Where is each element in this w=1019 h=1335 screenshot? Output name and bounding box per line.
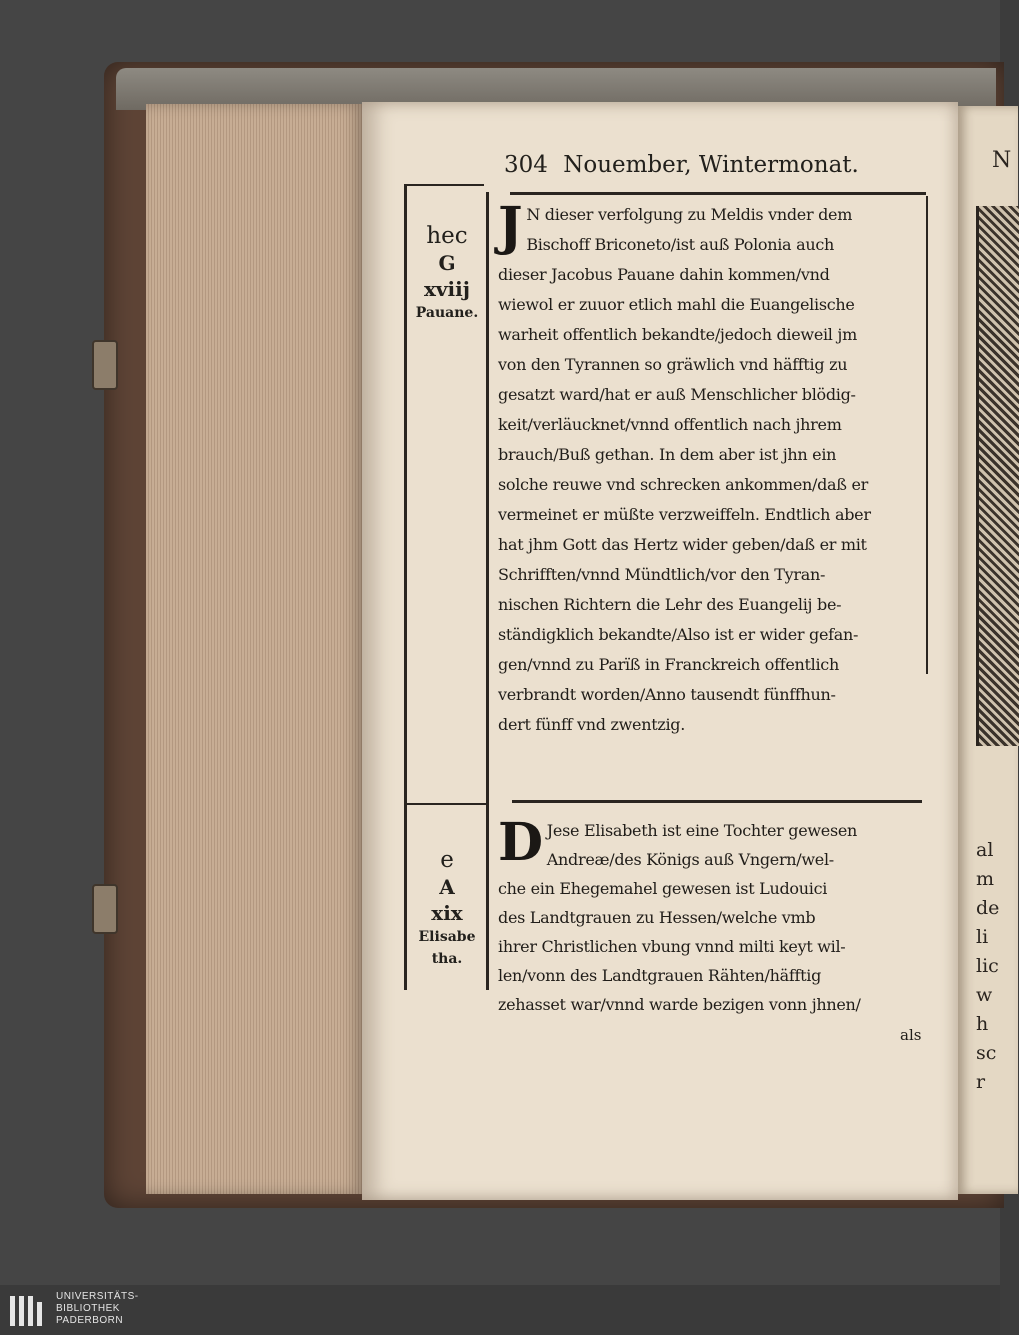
drop-initial: D	[498, 812, 543, 873]
text-line: warheit offentlich bekandte/jedoch dieweil jm	[498, 325, 857, 344]
text-line: gen/vnnd zu Parïß in Franckreich offentlich	[498, 655, 839, 674]
text-line: hat jhm Gott das Hertz wider geben/daß er mit	[498, 535, 867, 554]
facing-page-fragment: li	[976, 926, 989, 948]
text-line: gesatzt ward/hat er auß Menschlicher blödig-	[498, 385, 856, 404]
margin-frame-divider	[404, 803, 486, 805]
text-line: wiewol er zuuor etlich mahl die Euangelische	[498, 295, 855, 314]
margin-note-line: xviij	[424, 277, 470, 301]
text-line: che ein Ehegemahel gewesen ist Ludouici	[498, 879, 828, 898]
margin-note-line: e	[440, 847, 454, 873]
lower-clasp	[92, 884, 118, 934]
margin-note-line: Pauane.	[415, 305, 479, 321]
margin-frame-top	[404, 184, 484, 186]
text-line: dieser Jacobus Pauane dahin kommen/vnd	[498, 265, 830, 284]
text-line: dert fünff vnd zwentzig.	[498, 715, 686, 734]
text-line: des Landtgrauen zu Hessen/welche vmb	[498, 908, 816, 927]
margin-frame-right	[486, 192, 489, 990]
margin-note-elisabetha	[408, 846, 486, 970]
margin-note-line: xix	[431, 901, 463, 925]
margin-note-line: G	[438, 251, 456, 275]
text-block-pauane	[498, 196, 934, 740]
text-line: keit/verläucknet/vnnd offentlich nach jhrem	[498, 415, 842, 434]
facing-page-fragment: r	[976, 1071, 986, 1093]
margin-frame-left	[404, 184, 407, 990]
text-block-elisabeth	[498, 812, 934, 1019]
facing-page-woodcut	[976, 206, 1019, 746]
facing-page-fragment: al	[976, 839, 994, 861]
facing-page-fragment: h	[976, 1013, 989, 1035]
page-number: 304	[504, 152, 548, 178]
drop-initial: J	[498, 196, 523, 257]
text-line: ständigklich bekandte/Also ist er wider gefan-	[498, 625, 859, 644]
library-footer	[0, 1285, 1000, 1335]
facing-page-fragment: w	[976, 984, 993, 1006]
running-title: Nouember, Wintermonat.	[563, 152, 859, 178]
text-line: brauch/Buß gethan. In dem aber ist jhn ein	[498, 445, 837, 464]
facing-page-edge	[958, 106, 1018, 1194]
margin-note-line: A	[439, 875, 455, 899]
margin-note-line: hec	[426, 223, 468, 249]
margin-note-pauane	[408, 222, 486, 324]
library-logo-icon	[8, 1292, 46, 1330]
margin-note-line: tha.	[431, 951, 463, 967]
facing-page-fragment: m	[976, 868, 995, 890]
section-divider-rule	[512, 800, 922, 803]
library-logo-line: PADERBORN	[56, 1315, 124, 1326]
header-rule	[510, 192, 926, 195]
library-logo-text	[56, 1291, 139, 1327]
text-line: len/vonn des Landtgrauen Rähten/häfftig	[498, 966, 822, 985]
text-line: Schrifften/vnnd Mündtlich/vor den Tyran-	[498, 565, 826, 584]
text-line: nischen Richtern die Lehr des Euangelij be-	[498, 595, 842, 614]
library-logo-line: UNIVERSITÄTS-	[56, 1291, 139, 1302]
margin-note-line: Elisabe	[418, 929, 476, 945]
text-line: vermeinet er müßte verzweiffeln. Endtlich aber	[498, 505, 871, 524]
text-line: verbrandt worden/Anno tausendt fünffhun-	[498, 685, 836, 704]
catchword: als	[900, 1026, 922, 1044]
text-line: Andreæ/des Königs auß Vngern/wel-	[546, 850, 834, 869]
facing-page-header-fragment: N	[992, 148, 1012, 173]
text-line: Bischoff Briconeto/ist auß Polonia auch	[526, 235, 834, 254]
facing-page-fragment: lic	[976, 955, 999, 977]
facing-page-fragment: de	[976, 897, 1000, 919]
facing-page-fragment: sc	[976, 1042, 997, 1064]
page-edges	[146, 104, 364, 1194]
text-line: ihrer Christlichen vbung vnnd milti keyt wil-	[498, 937, 846, 956]
text-line: zehasset war/vnnd warde bezigen vonn jhnen/	[498, 995, 861, 1014]
facing-page-text-fragments	[976, 836, 1016, 1097]
text-line: solche reuwe vnd schrecken ankommen/daß er	[498, 475, 868, 494]
text-line: Jese Elisabeth ist eine Tochter gewesen	[546, 821, 858, 840]
text-line: von den Tyrannen so gräwlich vnd häfftig zu	[498, 355, 848, 374]
running-header	[504, 152, 934, 186]
upper-clasp	[92, 340, 118, 390]
text-line: N dieser verfolgung zu Meldis vnder dem	[526, 205, 853, 224]
library-logo-line: BIBLIOTHEK	[56, 1303, 120, 1314]
